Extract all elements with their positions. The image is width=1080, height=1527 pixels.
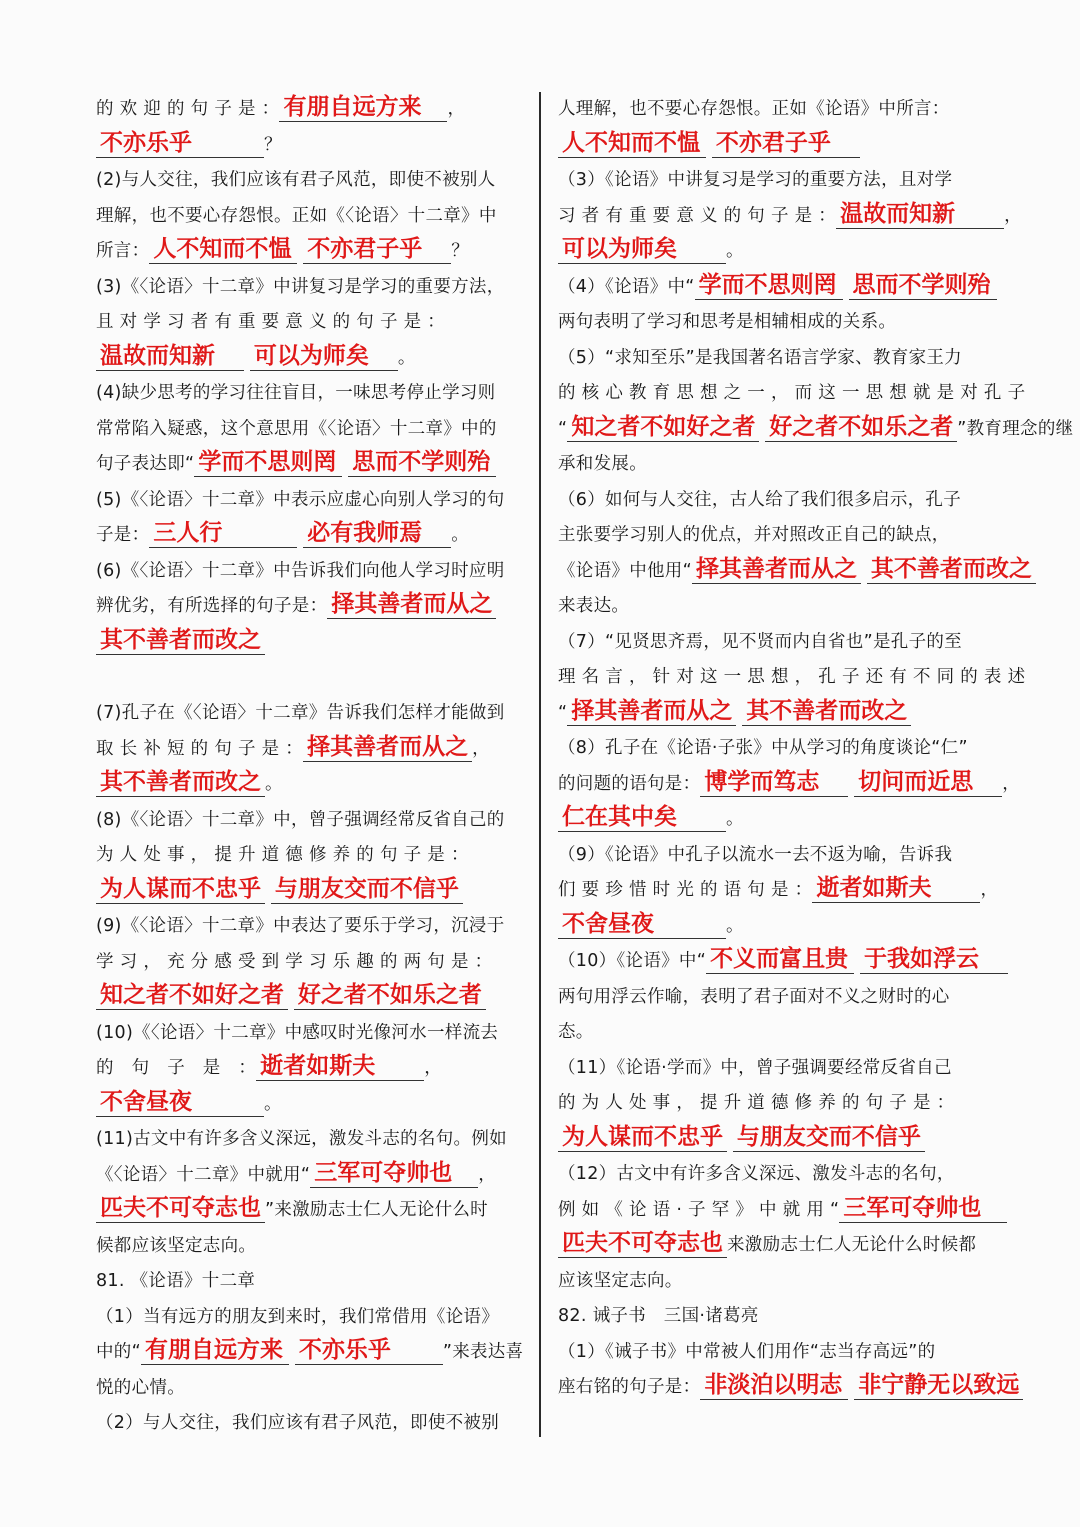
line-text: （1）《诫子书》中常被人们用作“志当存高远”的 <box>558 1341 936 1362</box>
text-line <box>96 874 526 910</box>
answer-blank: 学而不思则罔 <box>194 448 342 477</box>
line-text: 常常陷入疑惑，这个意思用《〈论语〉十二章》中的 <box>96 418 497 439</box>
blank-line <box>96 660 526 696</box>
line-text: （10）《论语》中“ <box>558 951 707 971</box>
line-text: （1）当有远方的朋友到来时，我们常借用《论语》 <box>96 1306 500 1327</box>
line-text: 中的“ <box>96 1342 141 1362</box>
text-line <box>558 163 1028 199</box>
line-text-tail: ？ <box>264 134 282 155</box>
answer-blank: 为人谋而不忠乎 <box>558 1123 727 1152</box>
text-line <box>96 1300 526 1336</box>
text-line <box>558 1122 1028 1158</box>
answer-blank: 有朋自远方来 <box>279 93 447 122</box>
line-text: 来表达。 <box>558 596 630 616</box>
text-line <box>96 341 526 377</box>
line-text-tail: ”教育理念的继 <box>957 418 1074 439</box>
line-text: （5）“求知至乐”是我国著名语言学家、教育家王力 <box>558 347 962 368</box>
answer-blank: 切问而近思 <box>854 768 1002 797</box>
answer-blank: 逝者如斯夫 <box>256 1052 424 1081</box>
text-line <box>96 1051 526 1087</box>
text-line <box>558 1299 1028 1335</box>
answer-blank: 择其善者而从之 <box>303 733 472 762</box>
text-line <box>558 589 1028 625</box>
line-text: “ <box>558 702 568 723</box>
answer-blank: 其不善者而改之 <box>867 555 1036 584</box>
line-text: 学 习 ， 充 分 感 受 到 学 习 乐 趣 的 两 句 是 ： <box>96 951 493 972</box>
line-text: 的问题的语句是： <box>558 773 701 794</box>
line-text: （2）与人交往，我们应该有君子风范，即使不被别 <box>96 1413 500 1433</box>
text-line <box>96 412 526 448</box>
line-text: （9）《论语》中孔子以流水一去不返为喻，告诉我 <box>558 844 953 865</box>
answer-blank: 其不善者而改之 <box>96 768 265 797</box>
line-text-tail: 。 <box>265 774 283 794</box>
line-text: 承和发展。 <box>558 454 647 474</box>
line-text-tail: ， <box>447 99 466 119</box>
line-text: 悦的心情。 <box>96 1377 185 1398</box>
text-line <box>558 376 1028 412</box>
line-text: 82. 诫子书 三国·诸葛亮 <box>558 1306 759 1326</box>
answer-blank: 可以为师矣 <box>558 235 726 264</box>
line-text-tail: 来激励志士仁人无论什么时候都 <box>727 1235 977 1255</box>
answer-blank: 不亦君子乎 <box>712 129 860 158</box>
text-line <box>558 909 1028 945</box>
line-text: (10)《〈论语〉十二章》中感叹时光像河水一样流去 <box>96 1022 499 1043</box>
text-line <box>96 199 526 235</box>
line-text: 人理解，也不要心存怨恨。正如《论语》中所言： <box>558 99 950 119</box>
text-line <box>96 128 526 164</box>
line-text-tail: ”来表达喜 <box>442 1342 524 1362</box>
answer-blank: 温故而知新 <box>96 342 244 371</box>
answer-blank: 好之者不如乐之者 <box>294 981 486 1010</box>
answer-blank: 有朋自远方来 <box>141 1336 289 1365</box>
text-line <box>96 234 526 270</box>
answer-blank: 知之者不如好之者 <box>567 413 759 442</box>
answer-blank: 不舍昼夜 <box>96 1088 264 1117</box>
line-text-tail: 。 <box>264 1093 282 1114</box>
text-line <box>558 341 1028 377</box>
line-text: （12）古文中有许多含义深远、激发斗志的名句， <box>558 1164 955 1184</box>
text-line <box>96 945 526 981</box>
right-column <box>558 92 1074 1406</box>
line-text: （11）《论语·学而》中，曾子强调要经常反省自己 <box>558 1057 952 1078</box>
line-text: 的 欢 迎 的 句 子 是 ： <box>96 99 280 119</box>
line-text: (3)《〈论语〉十二章》中讲复习是学习的重要方法， <box>96 276 505 297</box>
text-line <box>96 980 526 1016</box>
line-text: 取 长 补 短 的 句 子 是 ： <box>96 738 304 759</box>
text-line <box>96 767 526 803</box>
text-line <box>96 696 526 732</box>
answer-blank: 匹夫不可夺志也 <box>558 1229 727 1258</box>
line-text: 81. 《论语》十二章 <box>96 1271 256 1291</box>
text-line <box>558 1051 1028 1087</box>
text-line <box>96 1406 526 1442</box>
answer-blank: 不义而富且贵 <box>706 945 854 974</box>
answer-blank: 其不善者而改之 <box>96 626 265 655</box>
line-text: 子是： <box>96 525 150 545</box>
text-line <box>558 944 1028 980</box>
answer-blank: 必有我师焉 <box>303 519 451 548</box>
text-line <box>558 1228 1028 1264</box>
text-line <box>96 909 526 945</box>
answer-blank: 思而不学则殆 <box>348 448 496 477</box>
answer-blank: 人不知而不愠 <box>558 129 706 158</box>
answer-blank: 非宁静无以致远 <box>854 1371 1023 1400</box>
text-line <box>558 767 1028 803</box>
line-text: 例 如 《 论 语 · 子 罕 》 中 就 用 “ <box>558 1199 840 1220</box>
answer-blank: 温故而知新 <box>836 200 1004 229</box>
left-column <box>96 92 526 1442</box>
text-line <box>96 447 526 483</box>
answer-blank: 三人行 <box>149 519 297 548</box>
text-line <box>558 696 1028 732</box>
answer-blank: 仁在其中矣 <box>558 803 726 832</box>
text-line <box>558 873 1028 909</box>
text-line <box>558 483 1028 519</box>
line-text: （8）孔子在《论语·子张》中从学习的角度谈论“仁” <box>558 738 968 758</box>
answer-blank: 不亦君子乎 <box>303 235 451 264</box>
line-text: 主张要学习别人的优点，并对照改正自己的缺点， <box>558 525 950 545</box>
text-line <box>558 1015 1028 1051</box>
line-text-tail: 。 <box>451 525 470 545</box>
text-line <box>558 1335 1028 1371</box>
line-text: 所言： <box>96 241 150 261</box>
text-line <box>558 305 1028 341</box>
answer-blank: 可以为师矣 <box>250 342 398 371</box>
line-text: (11)古文中有许多含义深远，激发斗志的名句。例如 <box>96 1129 507 1149</box>
answer-blank: 不亦乐乎 <box>96 129 264 158</box>
text-line <box>96 589 526 625</box>
line-text-tail: 。 <box>397 347 416 368</box>
line-text: 且 对 学 习 者 有 重 要 意 义 的 句 子 是 ： <box>96 312 446 332</box>
text-line <box>96 1264 526 1300</box>
text-line <box>558 1193 1028 1229</box>
answer-blank: 非淡泊以明志 <box>700 1371 848 1400</box>
answer-blank: 择其善者而从之 <box>327 590 496 619</box>
text-line <box>558 554 1032 590</box>
line-text: (2)与人交往，我们应该有君子风范，即使不被别人 <box>96 170 496 190</box>
line-text: “ <box>558 418 568 439</box>
text-line <box>558 234 1028 270</box>
answer-blank: 三军可夺帅也 <box>839 1194 1007 1223</box>
line-text: (9)《〈论语〉十二章》中表达了要乐于学习，沉浸于 <box>96 916 505 936</box>
line-text-tail: ， <box>424 1058 443 1078</box>
line-text: (5)《〈论语〉十二章》中表示应虚心向别人学习的句 <box>96 489 505 510</box>
text-line <box>96 803 526 839</box>
text-line <box>558 1370 1028 1406</box>
text-line <box>96 625 526 661</box>
line-text: 两句用浮云作喻，表明了君子面对不义之财时的心 <box>558 986 950 1007</box>
text-line <box>96 1371 526 1407</box>
answer-blank: 匹夫不可夺志也 <box>96 1194 265 1223</box>
line-text: 的 句 子 是 ： <box>96 1058 257 1078</box>
text-line <box>96 732 526 768</box>
answer-blank: 与朋友交而不信乎 <box>733 1123 925 1152</box>
text-line <box>96 92 526 128</box>
line-text: 座右铭的句子是： <box>558 1377 701 1397</box>
text-line <box>96 483 526 519</box>
line-text: 态。 <box>558 1022 594 1042</box>
text-line <box>96 1016 526 1052</box>
line-text: 的 核 心 教 育 思 想 之 一 ， 而 这 一 思 想 就 是 对 孔 子 <box>558 383 1026 403</box>
line-text-tail: ， <box>980 880 999 900</box>
line-text: (8)《〈论语〉十二章》中，曾子强调经常反省自己的 <box>96 809 505 830</box>
text-line <box>558 92 1028 128</box>
text-line <box>96 163 526 199</box>
line-text-tail: ， <box>472 738 490 759</box>
text-line <box>96 270 526 306</box>
line-text-tail: ？ <box>451 241 470 261</box>
text-line <box>558 199 1028 235</box>
answer-blank: 不舍昼夜 <box>558 910 726 939</box>
answer-blank: 其不善者而改之 <box>742 697 911 726</box>
answer-blank: 择其善者而从之 <box>567 697 736 726</box>
text-line <box>96 838 526 874</box>
answer-blank: 与朋友交而不信乎 <box>271 875 463 904</box>
line-text: 们 要 珍 惜 时 光 的 语 句 是 ： <box>558 880 813 900</box>
line-text: 理 名 言 ， 针 对 这 一 思 想 ， 孔 子 还 有 不 同 的 表 述 <box>558 667 1026 687</box>
line-text: （3）《论语》中讲复习是学习的重要方法，且对学 <box>558 170 953 190</box>
line-text: 两句表明了学习和思考是相辅相成的关系。 <box>558 312 897 332</box>
answer-blank: 博学而笃志 <box>700 768 848 797</box>
text-line <box>96 376 526 412</box>
answer-blank: 思而不学则殆 <box>849 271 997 300</box>
answer-blank: 为人谋而不忠乎 <box>96 875 265 904</box>
answer-blank: 择其善者而从之 <box>692 555 861 584</box>
line-text: 的 为 人 处 事 ， 提 升 道 德 修 养 的 句 子 是 ： <box>558 1093 955 1113</box>
text-line <box>558 1264 1028 1300</box>
line-text: 应该坚定志向。 <box>558 1270 683 1291</box>
line-text-tail: ， <box>1004 205 1022 226</box>
line-text-tail: 。 <box>726 809 744 829</box>
text-line <box>558 980 1028 1016</box>
answer-blank: 好之者不如乐之者 <box>765 413 957 442</box>
text-line <box>558 802 1028 838</box>
text-line <box>558 270 1028 306</box>
text-line <box>558 625 1028 661</box>
text-line <box>96 1193 526 1229</box>
line-text: (7)孔子在《〈论语〉十二章》告诉我们怎样才能做到 <box>96 703 505 723</box>
text-line <box>96 518 526 554</box>
line-text: （6）如何与人交往，古人给了我们很多启示，孔子 <box>558 489 962 510</box>
line-text: 候都应该坚定志向。 <box>96 1235 257 1256</box>
text-line <box>96 554 526 590</box>
line-text-tail: ， <box>478 1164 497 1185</box>
text-line <box>558 412 1074 448</box>
line-text: 习 者 有 重 要 意 义 的 句 子 是 ： <box>558 205 837 226</box>
text-line <box>96 1087 526 1123</box>
line-text: （4）《论语》中“ <box>558 276 695 297</box>
answer-blank: 三军可夺帅也 <box>310 1159 478 1188</box>
text-line <box>96 305 526 341</box>
text-line <box>558 128 1028 164</box>
line-text: 辨优劣，有所选择的句子是： <box>96 596 328 616</box>
line-text: 理解，也不要心存怨恨。正如《〈论语〉十二章》中 <box>96 205 497 226</box>
answer-blank: 知之者不如好之者 <box>96 981 288 1010</box>
text-line <box>558 731 1028 767</box>
answer-blank: 逝者如斯夫 <box>812 874 980 903</box>
text-line <box>96 1158 526 1194</box>
text-line <box>96 1122 526 1158</box>
line-text-tail: ”来激励志士仁人无论什么时 <box>265 1200 488 1220</box>
line-text: 为 人 处 事 ， 提 升 道 德 修 养 的 句 子 是 ： <box>96 845 469 865</box>
column-divider <box>539 92 541 1437</box>
answer-blank: 于我如浮云 <box>860 945 1008 974</box>
line-text: (6)《〈论语〉十二章》中告诉我们向他人学习时应明 <box>96 560 505 581</box>
text-line <box>558 838 1028 874</box>
text-line <box>558 660 1028 696</box>
answer-blank: 学而不思则罔 <box>695 271 843 300</box>
answer-blank: 不亦乐乎 <box>295 1336 443 1365</box>
answer-blank: 人不知而不愠 <box>149 235 297 264</box>
text-line <box>96 1229 526 1265</box>
line-text: 句子表达即“ <box>96 454 195 474</box>
line-text-tail: 。 <box>726 915 744 936</box>
line-text: （7）“见贤思齐焉，见不贤而内自省也”是孔子的至 <box>558 631 962 652</box>
line-text-tail: 。 <box>726 241 744 261</box>
text-line <box>558 518 1028 554</box>
text-line <box>558 447 1028 483</box>
line-text: (4)缺少思考的学习往往盲目，一味思考停止学习则 <box>96 383 496 403</box>
line-text: 《〈论语〉十二章》中就用“ <box>96 1164 311 1185</box>
line-text: 《论语》中他用“ <box>558 560 692 581</box>
text-line <box>558 1157 1028 1193</box>
line-text-tail: ， <box>1002 773 1021 794</box>
text-line <box>96 1335 526 1371</box>
text-line <box>558 1086 1028 1122</box>
